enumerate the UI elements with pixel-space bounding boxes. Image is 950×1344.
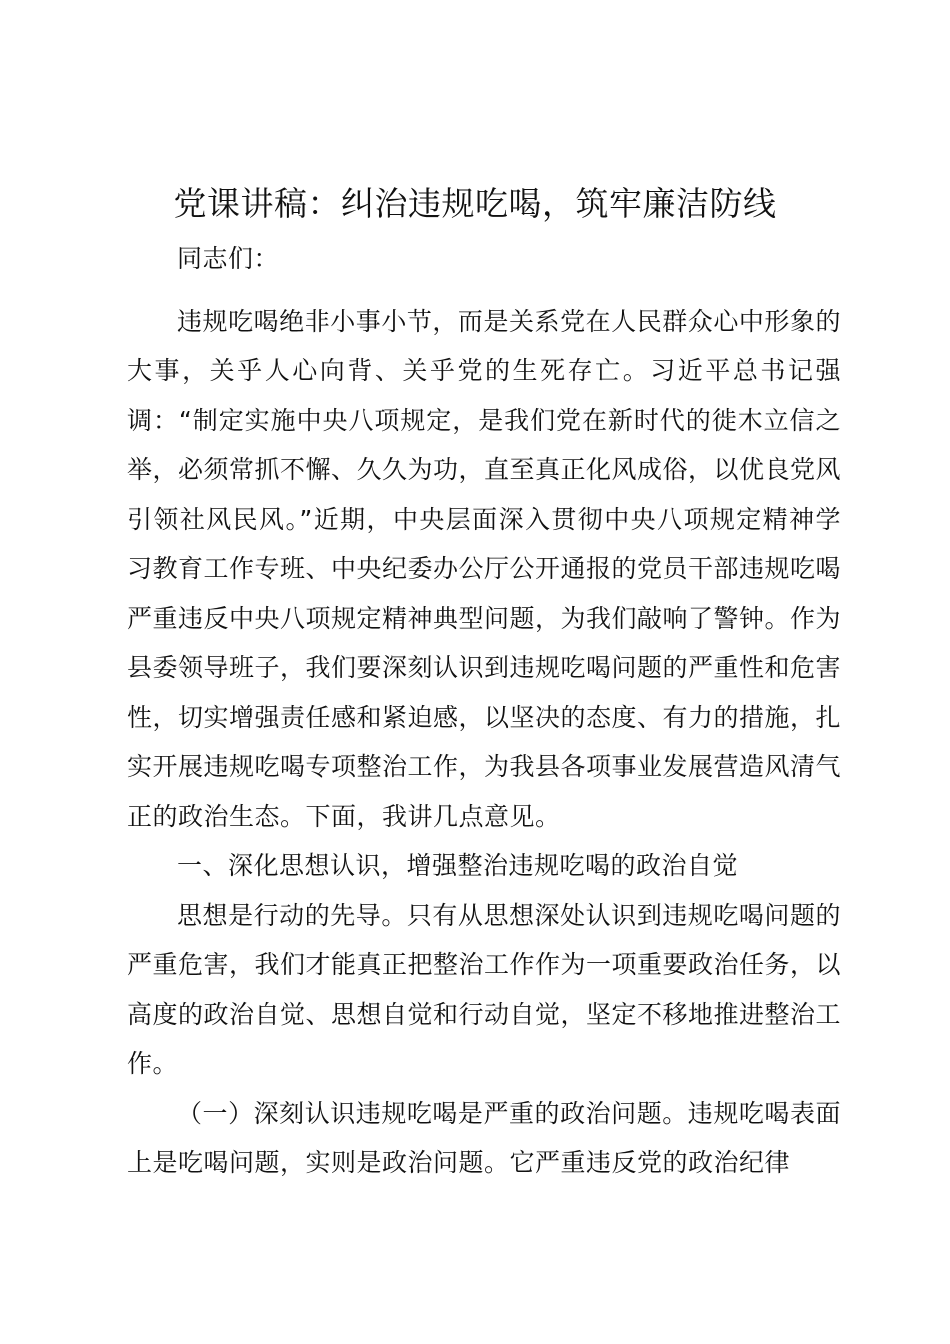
paragraph-section-1: 思想是行动的先导。只有从思想深处认识到违规吃喝问题的严重危害，我们才能真正把整治工作作为一项重要政治任务，以高度的政治自觉、思想自觉和行动自觉，坚定不移地推进整治工作。 [127,900,842,1078]
paragraph-subsection-1: （一）深刻认识违规吃喝是严重的政治问题。违规吃喝表面上是吃喝问题，实则是政治问题。它严重违反党的政治纪律 [127,1098,841,1177]
section-heading-1: 一、深化思想认识，增强整治违规吃喝的政治自觉 [177,851,739,880]
salutation: 同志们： [177,244,280,273]
document-body [127,234,841,1188]
document-title: 党课讲稿：纠治违规吃喝，筑牢廉洁防线 [173,184,777,223]
paragraph-intro: 违规吃喝绝非小事小节，而是关系党在人民群众心中形象的大事，关乎人心向背、关乎党的生死存亡。习近平总书记强调：“制定实施中央八项规定，是我们党在新时代的徙木立信之举，必须常抓不懈、久久为功，直至真正化风成俗，以优良党风引领社风民风。”近期，中央层面深入贯彻中央八项规定精神学习教育工作专班、中央纪委办公厅公开通报的党员干部违规吃喝严重违反中央八项规定精神典型问题，为我们敲响了警钟。作为县委领导班子，我们要深刻认识到违规吃喝问题的严重性和危害性，切实增强责任感和紧迫感，以坚决的态度、有力的措施，扎实开展违规吃喝专项整治工作，为我县各项事业发展营造风清气正的政治生态。下面，我讲几点意见。 [127,306,842,831]
